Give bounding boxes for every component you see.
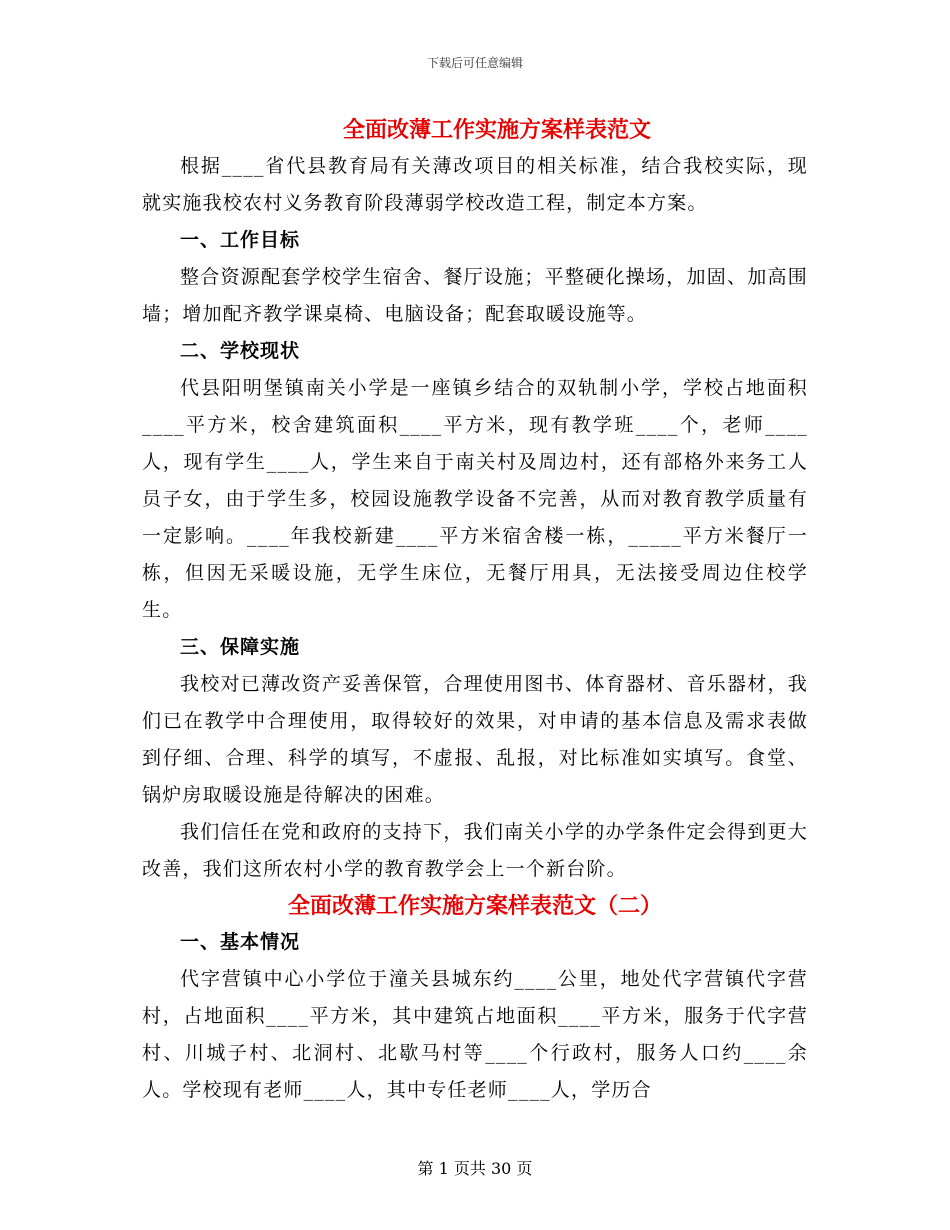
document-body bbox=[142, 112, 808, 1109]
doc2-section1-paragraph: 代字营镇中心小学位于潼关县城东约____公里，地处代字营镇代字营村，占地面积____平方米，其中建筑占地面积____平方米，服务于代字营村、川城子村、北洞村、北歇马村等____个行政村，服务人口约____余人。学校现有老师____人，其中专任老师____人，学历合 bbox=[142, 968, 808, 1101]
doc1-section1-heading: 一、工作目标 bbox=[180, 229, 301, 251]
page-footer: 第 1 页共 30 页 bbox=[417, 1159, 533, 1178]
doc1-section2-heading: 二、学校现状 bbox=[180, 340, 301, 362]
doc1-section3-heading: 三、保障实施 bbox=[180, 636, 301, 658]
doc2-section1-heading: 一、基本情况 bbox=[180, 931, 301, 953]
doc1-title: 全面改薄工作实施方案样表范文 bbox=[342, 117, 651, 143]
doc1-intro: 根据____省代县教育局有关薄改项目的相关标准，结合我校实际，现就实施我校农村义务教育阶段薄弱学校改造工程，制定本方案。 bbox=[142, 155, 808, 214]
doc1-section2-paragraph: 代县阳明堡镇南关小学是一座镇乡结合的双轨制小学，学校占地面积____平方米，校舍建筑面积____平方米，现有教学班____个，老师____人，现有学生____人，学生来自于南关村及周边村，还有部格外来务工人员子女，由于学生多，校园设施教学设备不完善，从而对教育教学质量有一定影响。____年我校新建____平方米宿舍楼一栋，_____平方米餐厅一栋，但因无采暖设施，无学生床位，无餐厅用具，无法接受周边住校学生。 bbox=[142, 377, 808, 621]
page-header: 下载后可任意编辑 bbox=[426, 56, 523, 70]
doc1-section1-paragraph: 整合资源配套学校学生宿舍、餐厅设施；平整硬化操场，加固、加高围墙；增加配齐教学课桌椅、电脑设备；配套取暖设施等。 bbox=[142, 266, 808, 325]
doc1-section3-paragraph-2: 我们信任在党和政府的支持下，我们南关小学的办学条件定会得到更大改善，我们这所农村小学的教育教学会上一个新台阶。 bbox=[142, 821, 808, 880]
doc2-title: 全面改薄工作实施方案样表范文（二） bbox=[287, 893, 662, 919]
doc1-section3-paragraph-1: 我校对已薄改资产妥善保管，合理使用图书、体育器材、音乐器材，我们已在教学中合理使用，取得较好的效果，对申请的基本信息及需求表做到仔细、合理、科学的填写，不虚报、乱报，对比标准如实填写。食堂、锅炉房取暖设施是待解决的困难。 bbox=[142, 673, 808, 806]
